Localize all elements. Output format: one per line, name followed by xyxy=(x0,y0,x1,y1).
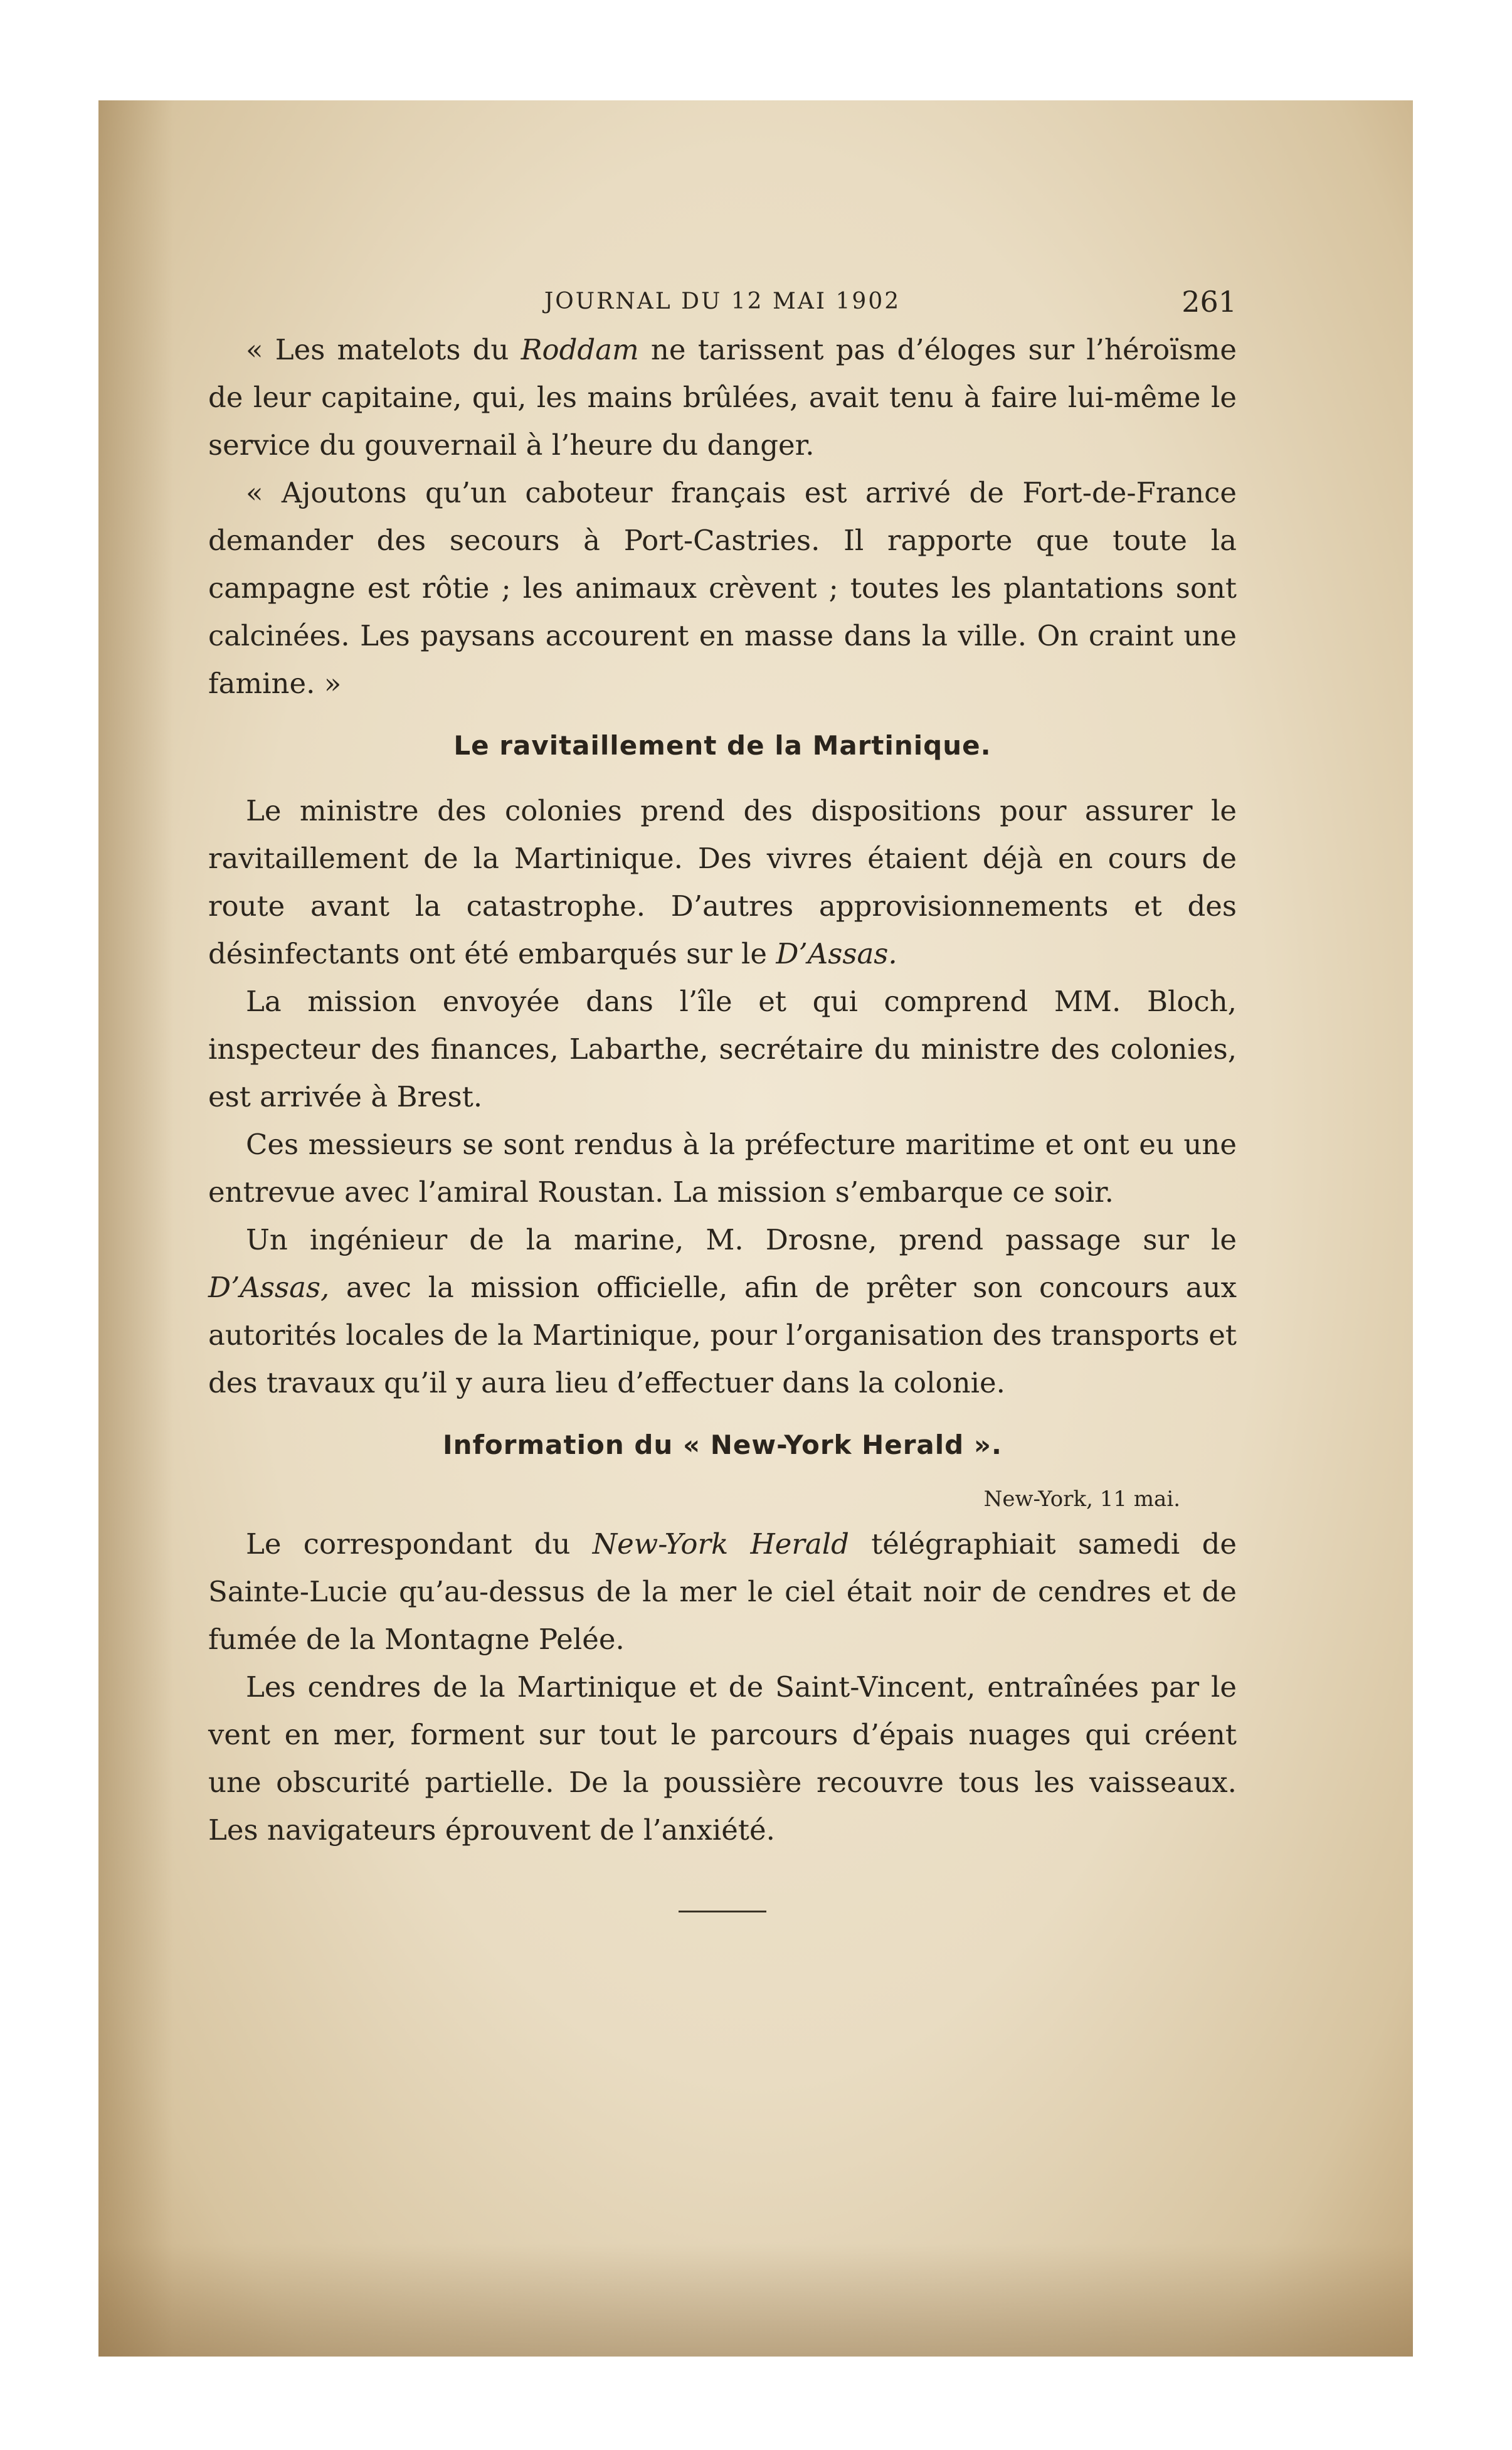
running-head xyxy=(208,285,1237,326)
page-bottom-shadow xyxy=(98,2244,1413,2357)
paragraph-cendres: Les cendres de la Martinique et de Saint-Vincent, entraînées par le vent en mer, forment sur tout le parcours d’épais nuages qui créent une obscurité partielle. De la poussière recouvre tous les vaisseaux. Les navigateurs éprouvent de l’anxiété. xyxy=(208,1670,1237,1847)
scanned-page xyxy=(98,100,1413,2357)
paragraph-mission: La mission envoyée dans l’île et qui comprend MM. Bloch, inspecteur des finances, Labarthe, secrétaire du ministre des colonies, est arrivée à Brest. xyxy=(208,985,1237,1113)
paragraph-caboteur: « Ajoutons qu’un caboteur français est arrivé de Fort-de-France demander des secours à Port-Castries. Il rapporte que toute la campagne est rôtie ; les animaux crèvent ; toutes les plantations sont calcinées. Les paysans accourent en masse dans la ville. On craint une famine. » xyxy=(208,476,1237,700)
paragraph-messieurs: Ces messieurs se sont rendus à la préfecture maritime et ont eu une entrevue avec l’amiral Roustan. La mission s’embarque ce soir. xyxy=(208,1128,1237,1209)
ship-name: Roddam xyxy=(521,333,639,366)
paragraph-roddam xyxy=(208,326,1237,469)
newspaper-name: New-York Herald xyxy=(592,1527,849,1561)
paragraph-correspondant xyxy=(208,1520,1237,1663)
closing-rule xyxy=(679,1911,766,1912)
paragraph-text: Le ministre des colonies prend des dispositions pour assurer le ravitaillement de la Martinique. Des vivres étaient déjà en cours de route avant la catastrophe. D’autres approvisionnements et des désinfectants ont été embarqués sur le xyxy=(208,794,1237,970)
running-title: JOURNAL DU 12 MAI 1902 xyxy=(544,289,901,314)
paragraph-text: « Les matelots du xyxy=(246,333,521,366)
section-heading-ravitaillement: Le ravitaillement de la Martinique. xyxy=(453,730,991,761)
ship-name: D’Assas, xyxy=(208,1271,330,1304)
page-number: 261 xyxy=(1182,285,1237,319)
section-heading-herald: Information du « New-York Herald ». xyxy=(443,1429,1002,1460)
paragraph-ingenieur xyxy=(208,1216,1237,1407)
page-content xyxy=(208,285,1237,1912)
paragraph-text: Le correspondant du xyxy=(246,1527,593,1561)
dateline: New-York, 11 mai. xyxy=(983,1487,1180,1512)
paragraph-text: Un ingénieur de la marine, M. Drosne, prend passage sur le xyxy=(246,1223,1237,1256)
paragraph-text: télégraphiait samedi de Sainte-Lucie qu’au-dessus de la mer le ciel était noir de cendres et de fumée de la Montagne Pelée. xyxy=(208,1527,1237,1656)
page-edge-shadow xyxy=(98,100,174,2357)
ship-name: D’Assas. xyxy=(776,937,897,970)
paragraph-text: ne tarissent pas d’éloges sur l’héroïsme de leur capitaine, qui, les mains brûlées, avait tenu à faire lui-même le service du gouvernail à l’heure du danger. xyxy=(208,333,1237,462)
paragraph-text: avec la mission officielle, afin de prêter son concours aux autorités locales de la Martinique, pour l’organisation des transports et des travaux qu’il y aura lieu d’effectuer dans la colonie. xyxy=(208,1271,1237,1399)
paragraph-ministre xyxy=(208,787,1237,978)
